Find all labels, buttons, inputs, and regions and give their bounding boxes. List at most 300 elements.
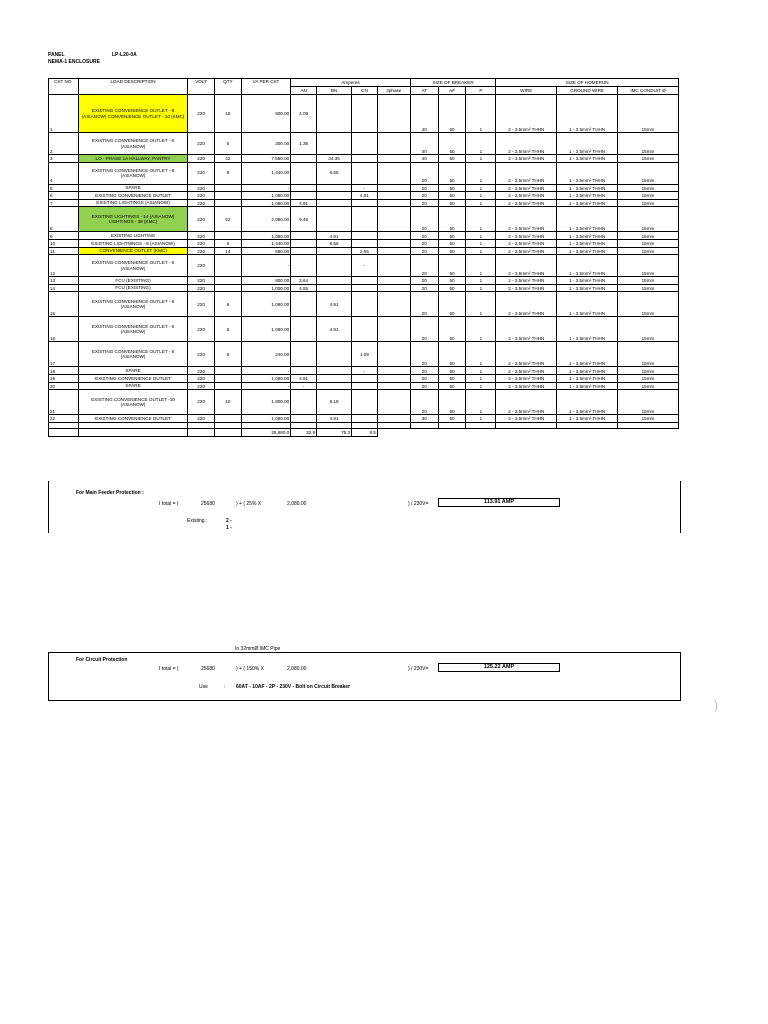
cell-ckt-no: 8 bbox=[49, 207, 79, 232]
cell-ground-wire: 1 - 3.5mm² THHN bbox=[557, 255, 618, 277]
cell-imc-conduit: 15mm bbox=[618, 374, 679, 382]
cell-va-per-ckt: 1,000.00 bbox=[241, 284, 290, 292]
cell-ground-wire: 1 - 3.5mm² THHN bbox=[557, 317, 618, 342]
cell-amp-3phase bbox=[377, 247, 410, 255]
cell-breaker-af: 50 bbox=[438, 184, 466, 192]
cell-ground-wire: 1 - 3.5mm² THHN bbox=[557, 239, 618, 247]
cell-qty bbox=[214, 374, 241, 382]
cell-qty: 8 bbox=[214, 239, 241, 247]
circuit-protection-bottom-line bbox=[48, 700, 681, 701]
cell-amp-an: 1.36 bbox=[291, 133, 317, 155]
table-row bbox=[49, 199, 679, 207]
cell-breaker-af: 50 bbox=[438, 367, 466, 375]
cell-amp-bn: 6.55 bbox=[317, 162, 352, 184]
cell-ckt-no: 11 bbox=[49, 247, 79, 255]
cell-volt: 220 bbox=[188, 155, 215, 163]
page-edge-glyph: ) bbox=[714, 698, 718, 712]
total-bn: 75.3 bbox=[317, 428, 352, 436]
cell-breaker-p: 1 bbox=[466, 133, 496, 155]
cell-breaker-af: 50 bbox=[438, 162, 466, 184]
table-row bbox=[49, 247, 679, 255]
cell-volt: 220 bbox=[188, 382, 215, 390]
cell-amp-bn bbox=[317, 184, 352, 192]
cell-ckt-no: 12 bbox=[49, 255, 79, 277]
cell-volt: 220 bbox=[188, 415, 215, 423]
cell-amp-an: 9.45 bbox=[291, 207, 317, 232]
cell-breaker-p: 1 bbox=[466, 317, 496, 342]
cell-ground-wire: 1 - 3.5mm² THHN bbox=[557, 277, 618, 285]
cell-ckt-no: 17 bbox=[49, 342, 79, 367]
cell-ground-wire: 1 - 3.5mm² THHN bbox=[557, 382, 618, 390]
circuit-largest-load: 2,080.00 bbox=[287, 666, 307, 672]
cell-amp-cn bbox=[352, 207, 378, 232]
cell-amp-cn bbox=[352, 374, 378, 382]
main-feeder-result: 113.91 AMP bbox=[438, 498, 560, 507]
table-row bbox=[49, 162, 679, 184]
cell-load-description: EXISTING CONVENIENCE OUTLET - 8 (ASIANOW) CONVENIENCE OUTLET - 10 (KMC) bbox=[78, 95, 187, 133]
cell-breaker-p: 1 bbox=[466, 95, 496, 133]
cell-volt: 220 bbox=[188, 367, 215, 375]
cell-va-per-ckt: 2,080.00 bbox=[241, 207, 290, 232]
cell-volt: 220 bbox=[188, 133, 215, 155]
cell-amp-an bbox=[291, 192, 317, 200]
cell-volt: 220 bbox=[188, 207, 215, 232]
cell-breaker-af: 50 bbox=[438, 292, 466, 317]
cell-qty: 52 bbox=[214, 207, 241, 232]
cell-breaker-p: 1 bbox=[466, 239, 496, 247]
totals-row bbox=[49, 428, 679, 436]
cell-breaker-af: 50 bbox=[438, 232, 466, 240]
cell-ground-wire: 1 - 3.5mm² THHN bbox=[557, 284, 618, 292]
cell-ckt-no: 22 bbox=[49, 415, 79, 423]
cell-imc-conduit: 15mm bbox=[618, 342, 679, 367]
cell-amp-3phase bbox=[377, 162, 410, 184]
cell-ground-wire: 1 - 3.5mm² THHN bbox=[557, 199, 618, 207]
panel-header bbox=[48, 52, 679, 66]
cell-volt: 220 bbox=[188, 390, 215, 415]
panel-schedule-table bbox=[48, 78, 679, 437]
cell-amp-an: 4.55 bbox=[291, 284, 317, 292]
cell-wire: 2 - 3.5mm² THHN bbox=[496, 317, 557, 342]
col-bn: BN bbox=[317, 87, 352, 95]
cell-load-description: SPARE bbox=[78, 184, 187, 192]
cell-ground-wire: 1 - 3.5mm² THHN bbox=[557, 133, 618, 155]
use-value: 60AT - 10AF - 2P - 230V - Bolt on Circuit Breaker bbox=[236, 684, 351, 690]
cell-load-description: EXISTING CONVENIENCE OUTLET - 6 (ASIANOW) bbox=[78, 292, 187, 317]
cell-breaker-p: 1 bbox=[466, 277, 496, 285]
cell-qty: 6 bbox=[214, 292, 241, 317]
cell-volt: 220 bbox=[188, 232, 215, 240]
table-row bbox=[49, 415, 679, 423]
cell-imc-conduit: 15mm bbox=[618, 232, 679, 240]
cell-volt: 220 bbox=[188, 247, 215, 255]
cell-amp-cn: 4.91 bbox=[352, 192, 378, 200]
table-row bbox=[49, 255, 679, 277]
cell-va-per-ckt: 1,080.00 bbox=[241, 317, 290, 342]
cell-ckt-no: 14 bbox=[49, 284, 79, 292]
cell-qty bbox=[214, 232, 241, 240]
cell-amp-cn bbox=[352, 232, 378, 240]
cell-breaker-p: 1 bbox=[466, 292, 496, 317]
cell-load-description: EXISTING CONVENIENCE OUTLET - 6 (ASIANOW) bbox=[78, 133, 187, 155]
cell-load-description: LO - PHASE 1A HALLWAY, PANTRY bbox=[78, 155, 187, 163]
col-wire: WIRE bbox=[496, 87, 557, 95]
cell-load-description: FCU (EXISTING) bbox=[78, 277, 187, 285]
cell-ckt-no: 4 bbox=[49, 162, 79, 184]
cell-va-per-ckt: 300.00 bbox=[241, 133, 290, 155]
cell-amp-3phase bbox=[377, 232, 410, 240]
cell-load-description: EXISTING LIGHTINGS - 14 (ASIANOW) LIGHTINGS - 38 (KMC) bbox=[78, 207, 187, 232]
cell-imc-conduit: 15mm bbox=[618, 207, 679, 232]
cell-amp-3phase bbox=[377, 277, 410, 285]
cell-ground-wire: 1 - 3.5mm² THHN bbox=[557, 390, 618, 415]
cell-imc-conduit: 15mm bbox=[618, 155, 679, 163]
cell-amp-3phase bbox=[377, 367, 410, 375]
cell-qty: 10 bbox=[214, 390, 241, 415]
cell-breaker-af: 50 bbox=[438, 239, 466, 247]
table-row bbox=[49, 367, 679, 375]
cell-va-per-ckt: 1,080.00 bbox=[241, 199, 290, 207]
cell-amp-an bbox=[291, 255, 317, 277]
cell-load-description: EXISTING CONVENIENCE OUTLET bbox=[78, 374, 187, 382]
main-feeder-itotal-label: I total = ( bbox=[159, 501, 179, 507]
cell-wire: 2 - 3.5mm² THHN bbox=[496, 207, 557, 232]
cell-breaker-af: 50 bbox=[438, 374, 466, 382]
cell-amp-cn: - bbox=[352, 367, 378, 375]
cell-amp-bn bbox=[317, 192, 352, 200]
cell-amp-3phase bbox=[377, 415, 410, 423]
cell-va-per-ckt: 1,080.00 bbox=[241, 374, 290, 382]
cell-breaker-af: 50 bbox=[438, 133, 466, 155]
col-load-description: LOAD DESCRIPTION bbox=[78, 79, 187, 95]
cell-breaker-af: 50 bbox=[438, 342, 466, 367]
cell-breaker-p: 1 bbox=[466, 374, 496, 382]
cell-breaker-af: 50 bbox=[438, 382, 466, 390]
cell-ckt-no: 10 bbox=[49, 239, 79, 247]
cell-wire: 2 - 3.5mm² THHN bbox=[496, 162, 557, 184]
cell-qty: 6 bbox=[214, 342, 241, 367]
use-label: Use bbox=[199, 684, 208, 690]
cell-ground-wire: 1 - 3.5mm² THHN bbox=[557, 415, 618, 423]
cell-imc-conduit: 15mm bbox=[618, 162, 679, 184]
table-row bbox=[49, 192, 679, 200]
col-ckt-no: CKT NO. bbox=[49, 79, 79, 95]
cell-breaker-af: 50 bbox=[438, 247, 466, 255]
cell-amp-3phase bbox=[377, 292, 410, 317]
cell-wire: 2 - 3.5mm² THHN bbox=[496, 232, 557, 240]
cell-breaker-at: 20 bbox=[410, 207, 438, 232]
schedule-body bbox=[49, 95, 679, 423]
cell-imc-conduit: 15mm bbox=[618, 382, 679, 390]
cell-ground-wire: 1 - 3.5mm² THHN bbox=[557, 342, 618, 367]
cell-amp-3phase bbox=[377, 199, 410, 207]
table-row bbox=[49, 382, 679, 390]
cell-amp-bn: 4.91 bbox=[317, 317, 352, 342]
cell-imc-conduit: 15mm bbox=[618, 133, 679, 155]
cell-va-per-ckt: 1,800.00 bbox=[241, 390, 290, 415]
cell-amp-an: 4.91 bbox=[291, 199, 317, 207]
cell-wire: 2 - 3.5mm² THHN bbox=[496, 239, 557, 247]
cell-amp-cn: - bbox=[352, 184, 378, 192]
cell-amp-bn bbox=[317, 277, 352, 285]
cell-qty bbox=[214, 184, 241, 192]
cell-ground-wire: 1 - 3.5mm² THHN bbox=[557, 95, 618, 133]
cell-volt: 220 bbox=[188, 277, 215, 285]
cell-breaker-p: 1 bbox=[466, 155, 496, 163]
cell-amp-an bbox=[291, 162, 317, 184]
table-row bbox=[49, 133, 679, 155]
cell-qty bbox=[214, 277, 241, 285]
table-row bbox=[49, 95, 679, 133]
panel-name: LP-L20-0A bbox=[112, 52, 137, 58]
cell-breaker-p: 1 bbox=[466, 207, 496, 232]
cell-amp-an bbox=[291, 415, 317, 423]
cell-va-per-ckt: - bbox=[241, 382, 290, 390]
cell-breaker-p: 1 bbox=[466, 390, 496, 415]
cell-wire: 2 - 3.5mm² THHN bbox=[496, 390, 557, 415]
cell-va-per-ckt: - bbox=[241, 367, 290, 375]
cell-amp-an bbox=[291, 367, 317, 375]
cell-ground-wire: 1 - 3.5mm² THHN bbox=[557, 155, 618, 163]
panel-schedule-sheet bbox=[48, 52, 679, 437]
cell-breaker-at: 20 bbox=[410, 367, 438, 375]
col-an: AN bbox=[291, 87, 317, 95]
cell-amp-cn bbox=[352, 390, 378, 415]
cell-breaker-p: 1 bbox=[466, 247, 496, 255]
cell-amp-3phase bbox=[377, 207, 410, 232]
cell-load-description: SPARE bbox=[78, 382, 187, 390]
cell-volt: 220 bbox=[188, 184, 215, 192]
circuit-protection-result: 125.22 AMP bbox=[438, 663, 560, 672]
cell-volt: 220 bbox=[188, 317, 215, 342]
cell-breaker-af: 50 bbox=[438, 284, 466, 292]
cell-load-description: EXISTING LIGHTING bbox=[78, 232, 187, 240]
cell-breaker-af: 50 bbox=[438, 155, 466, 163]
cell-va-per-ckt: 1,080.00 bbox=[241, 415, 290, 423]
cell-qty: 42 bbox=[214, 155, 241, 163]
cell-breaker-p: 1 bbox=[466, 284, 496, 292]
cell-ckt-no: 20 bbox=[49, 382, 79, 390]
cell-amp-an bbox=[291, 184, 317, 192]
cell-ckt-no: 19 bbox=[49, 374, 79, 382]
cell-amp-an bbox=[291, 232, 317, 240]
cell-amp-3phase bbox=[377, 239, 410, 247]
cell-qty bbox=[214, 284, 241, 292]
cell-amp-cn bbox=[352, 317, 378, 342]
cell-breaker-af: 50 bbox=[438, 390, 466, 415]
cell-ground-wire: 1 - 3.5mm² THHN bbox=[557, 374, 618, 382]
cell-breaker-p: 1 bbox=[466, 367, 496, 375]
cell-amp-bn: 4.91 bbox=[317, 232, 352, 240]
cell-breaker-p: 1 bbox=[466, 255, 496, 277]
use-colon: : bbox=[224, 684, 226, 690]
cell-load-description: EXISTING CONVENIENCE OUTLET - 6 (ASIANOW) bbox=[78, 317, 187, 342]
cell-qty: 6 bbox=[214, 133, 241, 155]
cell-volt: 220 bbox=[188, 239, 215, 247]
cell-ground-wire: 1 - 3.5mm² THHN bbox=[557, 192, 618, 200]
cell-breaker-p: 1 bbox=[466, 184, 496, 192]
cell-breaker-at: 30 bbox=[410, 415, 438, 423]
cell-amp-3phase bbox=[377, 342, 410, 367]
cell-wire: 2 - 3.5mm² THHN bbox=[496, 415, 557, 423]
cell-breaker-af: 50 bbox=[438, 192, 466, 200]
cell-breaker-at: 20 bbox=[410, 277, 438, 285]
cell-va-per-ckt: 900.00 bbox=[241, 95, 290, 133]
total-cn: 8.5 bbox=[352, 428, 378, 436]
cell-breaker-at: 20 bbox=[410, 374, 438, 382]
cell-imc-conduit: 15mm bbox=[618, 415, 679, 423]
cell-ckt-no: 1 bbox=[49, 95, 79, 133]
cell-amp-bn bbox=[317, 133, 352, 155]
cell-wire: 2 - 3.5mm² THHN bbox=[496, 184, 557, 192]
cell-amp-3phase bbox=[377, 192, 410, 200]
col-qty: QTY bbox=[214, 79, 241, 95]
main-feeder-divisor: ) / 230V= bbox=[408, 501, 429, 507]
cell-va-per-ckt: 240.00 bbox=[241, 342, 290, 367]
col-ground-wire: GROUND WIRE bbox=[557, 87, 618, 95]
cell-breaker-p: 1 bbox=[466, 415, 496, 423]
cell-wire: 2 - 3.5mm² THHN bbox=[496, 284, 557, 292]
cell-ckt-no: 13 bbox=[49, 277, 79, 285]
cell-breaker-af: 50 bbox=[438, 255, 466, 277]
cell-amp-cn bbox=[352, 382, 378, 390]
cell-breaker-p: 1 bbox=[466, 199, 496, 207]
total-va: 25,680.0 bbox=[241, 428, 290, 436]
cell-amp-cn bbox=[352, 162, 378, 184]
col-p: P bbox=[466, 87, 496, 95]
table-row bbox=[49, 284, 679, 292]
cell-amp-bn: 6.55 bbox=[317, 239, 352, 247]
cell-wire: 2 - 3.5mm² THHN bbox=[496, 374, 557, 382]
cell-breaker-af: 50 bbox=[438, 207, 466, 232]
cell-breaker-af: 50 bbox=[438, 277, 466, 285]
cell-breaker-at: 20 bbox=[410, 390, 438, 415]
cell-qty bbox=[214, 382, 241, 390]
col-af: AF bbox=[438, 87, 466, 95]
cell-imc-conduit: 15mm bbox=[618, 239, 679, 247]
circuit-formula: ) + ( 150% X bbox=[236, 666, 264, 672]
table-row bbox=[49, 155, 679, 163]
cell-amp-bn bbox=[317, 284, 352, 292]
col-size-of-breaker: SIZE OF BREAKER bbox=[410, 79, 496, 87]
cell-ckt-no: 7 bbox=[49, 199, 79, 207]
cell-va-per-ckt: 1,080.00 bbox=[241, 232, 290, 240]
col-imc-conduit: IMC CONDUIT Ø bbox=[618, 87, 679, 95]
cell-volt: 220 bbox=[188, 199, 215, 207]
main-feeder-title: For Main Feeder Protection : bbox=[76, 490, 144, 496]
cell-va-per-ckt: 1,080.00 bbox=[241, 192, 290, 200]
cell-amp-cn: 2.55 bbox=[352, 247, 378, 255]
cell-breaker-at: 40 bbox=[410, 95, 438, 133]
cell-ckt-no: 9 bbox=[49, 232, 79, 240]
cell-volt: 220 bbox=[188, 292, 215, 317]
cell-amp-3phase bbox=[377, 382, 410, 390]
cell-load-description: EXISTING CONVENIENCE OUTLET - 6 (ASIANOW) bbox=[78, 342, 187, 367]
table-row bbox=[49, 239, 679, 247]
cell-ckt-no: 2 bbox=[49, 133, 79, 155]
cell-va-per-ckt: 1,440.00 bbox=[241, 239, 290, 247]
cell-ground-wire: 1 - 3.5mm² THHN bbox=[557, 207, 618, 232]
cell-ckt-no: 6 bbox=[49, 192, 79, 200]
cell-breaker-at: 20 bbox=[410, 342, 438, 367]
cell-amp-3phase bbox=[377, 155, 410, 163]
cell-va-per-ckt: 800.00 bbox=[241, 277, 290, 285]
cell-breaker-at: 20 bbox=[410, 162, 438, 184]
cell-amp-3phase bbox=[377, 133, 410, 155]
cell-load-description: EXISTING CONVENIENCE OUTLET bbox=[78, 415, 187, 423]
existing-line-2: 1 - bbox=[226, 525, 232, 531]
cell-amp-3phase bbox=[377, 255, 410, 277]
cell-amp-an: 4.09 bbox=[291, 95, 317, 133]
cell-amp-cn: 1.09 bbox=[352, 342, 378, 367]
cell-amp-bn bbox=[317, 95, 352, 133]
existing-label: Existing : bbox=[187, 518, 208, 524]
cell-imc-conduit: 15mm bbox=[618, 199, 679, 207]
cell-amp-an: 3.64 bbox=[291, 277, 317, 285]
cell-ckt-no: 18 bbox=[49, 367, 79, 375]
panel-label: PANEL bbox=[48, 52, 65, 58]
col-size-of-homerun: SIZE OF HOMERUN bbox=[496, 79, 679, 87]
cell-amp-an bbox=[291, 390, 317, 415]
cell-qty bbox=[214, 192, 241, 200]
table-row bbox=[49, 342, 679, 367]
cell-amp-bn bbox=[317, 199, 352, 207]
cell-amp-3phase bbox=[377, 95, 410, 133]
cell-amp-cn bbox=[352, 133, 378, 155]
col-va-per-ckt: VA PER CKT bbox=[241, 79, 290, 95]
cell-wire: 2 - 3.5mm² THHN bbox=[496, 277, 557, 285]
cell-wire: 2 - 3.5mm² THHN bbox=[496, 247, 557, 255]
cell-load-description: FCU (EXISTING) bbox=[78, 284, 187, 292]
table-row bbox=[49, 292, 679, 317]
col-amperes: Amperes bbox=[291, 79, 411, 87]
main-feeder-largest-load: 2,080.00 bbox=[287, 501, 307, 507]
cell-breaker-at: 20 bbox=[410, 247, 438, 255]
circuit-protection-title: For Circuit Protection bbox=[76, 657, 128, 663]
table-row bbox=[49, 207, 679, 232]
cell-imc-conduit: 15mm bbox=[618, 292, 679, 317]
cell-ground-wire: 1 - 3.5mm² THHN bbox=[557, 292, 618, 317]
table-row bbox=[49, 184, 679, 192]
cell-breaker-at: 20 bbox=[410, 292, 438, 317]
circuit-itotal-label: I total = ( bbox=[159, 666, 179, 672]
circuit-itotal-value: 25680 bbox=[201, 666, 215, 672]
main-feeder-formula: ) + ( 25% X bbox=[236, 501, 262, 507]
cell-ckt-no: 21 bbox=[49, 390, 79, 415]
cell-load-description: EXISTING CONVENIENCE OUTLET - 6 (ASIANOW) bbox=[78, 255, 187, 277]
cell-breaker-p: 1 bbox=[466, 162, 496, 184]
cell-imc-conduit: 15mm bbox=[618, 390, 679, 415]
cell-volt: 220 bbox=[188, 374, 215, 382]
cell-va-per-ckt: 1,440.00 bbox=[241, 162, 290, 184]
cell-va-per-ckt: 1,080.00 bbox=[241, 292, 290, 317]
panel-enclosure: NEMA-1 ENCLOSURE bbox=[48, 59, 100, 65]
cell-va-per-ckt: - bbox=[241, 255, 290, 277]
cell-load-description: CONVENIENCE OUTLET (KMC) bbox=[78, 247, 187, 255]
cell-imc-conduit: 15mm bbox=[618, 95, 679, 133]
cell-amp-bn bbox=[317, 255, 352, 277]
cell-load-description: EXISTING LIGHTINGS (ASIANOW) bbox=[78, 199, 187, 207]
cell-qty: 6 bbox=[214, 317, 241, 342]
cell-wire: 2 - 3.5mm² THHN bbox=[496, 95, 557, 133]
cell-amp-3phase bbox=[377, 390, 410, 415]
cell-amp-3phase bbox=[377, 184, 410, 192]
cell-ckt-no: 3 bbox=[49, 155, 79, 163]
cell-volt: 220 bbox=[188, 95, 215, 133]
pipe-note: In 32mmØ IMC Pipe bbox=[235, 646, 281, 652]
cell-ground-wire: 1 - 3.5mm² THHN bbox=[557, 367, 618, 375]
cell-amp-an: 4.91 bbox=[291, 374, 317, 382]
